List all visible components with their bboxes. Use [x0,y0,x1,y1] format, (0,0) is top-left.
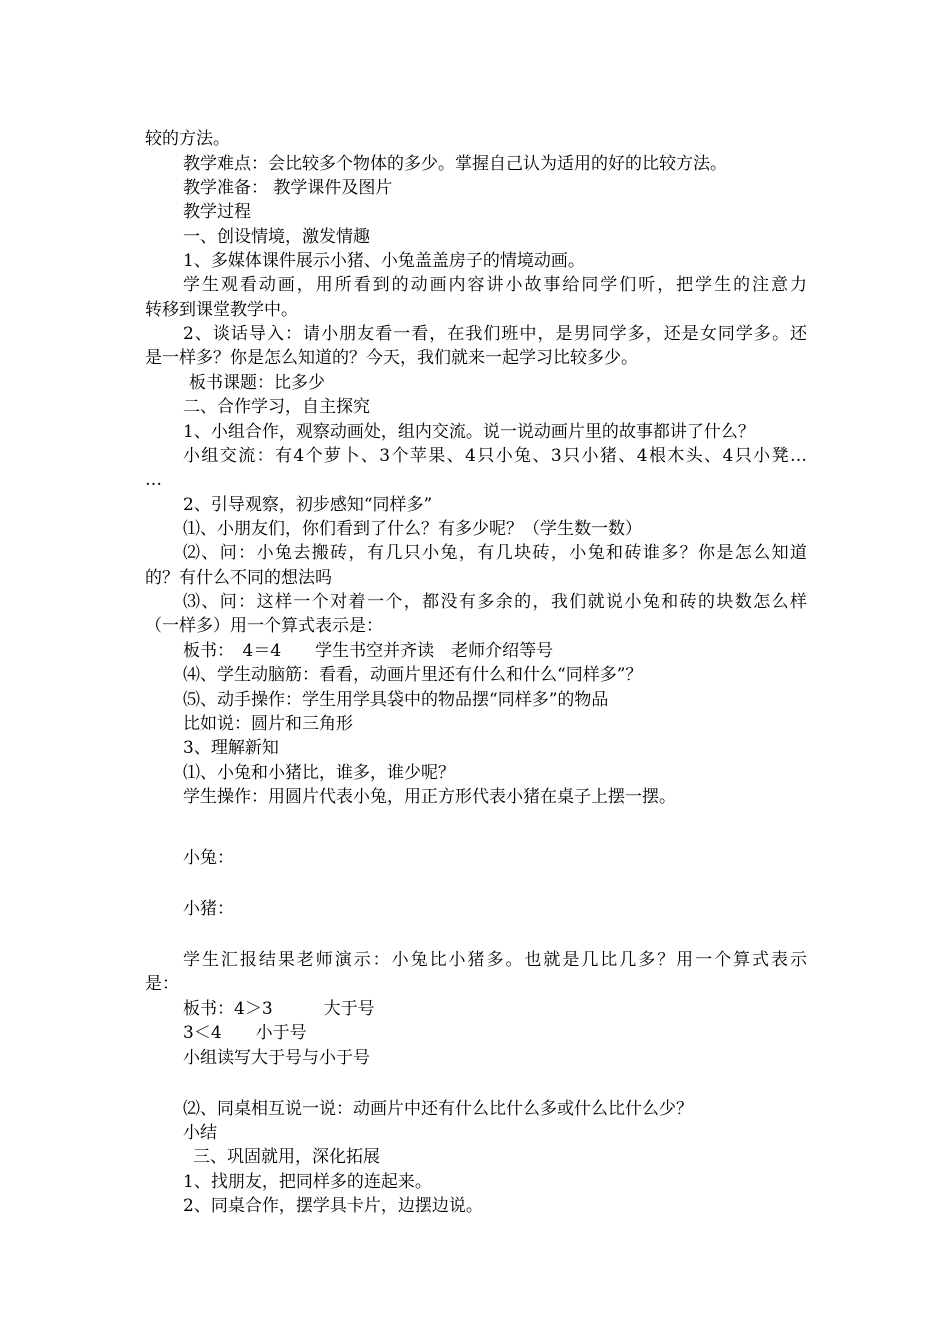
text-line: 是： [145,974,179,994]
text-line: ⑴、小兔和小猪比，谁多，谁少呢？ [183,763,455,783]
text-line: （一样多）用一个算式表示是： [145,616,383,636]
text-line: ⑷、学生动脑筋：看看，动画片里还有什么和什么“同样多”？ [183,665,643,685]
section-heading: 三、巩固就用，深化拓展 [193,1147,380,1167]
text-line: 1、找朋友，把同样多的连起来。 [183,1172,432,1192]
text-line: 学生操作：用圆片代表小兔，用正方形代表小猪在桌子上摆一摆。 [183,787,676,807]
text-line: 小猪： [183,899,234,919]
text-line: ⑶、问：这样一个对着一个，都没有多余的，我们就说小兔和砖的块数怎么样 [183,592,807,612]
section-heading: 教学过程 [183,202,251,222]
text-line: ⑵、同桌相互说一说：动画片中还有什么比什么多或什么比什么少？ [183,1099,693,1119]
text-line: 较的方法。 [145,129,230,149]
text-line: 2、谈话导入：请小朋友看一看，在我们班中，是男同学多，还是女同学多。还 [183,324,807,344]
text-line: 是一样多？你是怎么知道的？今天，我们就来一起学习比较多少。 [145,348,638,368]
text-line: 2、引导观察，初步感知“同样多” [183,495,433,515]
text-line: 学生观看动画，用所看到的动画内容讲小故事给同学们听，把学生的注意力 [183,275,807,295]
text-line: 板书课题：比多少 [189,373,325,393]
text-line: 3＜4 小于号 [183,1023,307,1043]
text-line: ⑸、动手操作：学生用学具袋中的物品摆“同样多”的物品 [183,690,609,710]
text-line: 学生汇报结果老师演示：小兔比小猪多。也就是几比几多？用一个算式表示 [183,950,807,970]
section-heading: 一、创设情境，激发情趣 [183,227,370,247]
section-heading: 二、合作学习，自主探究 [183,397,370,417]
text-line: 教学准备： 教学课件及图片 [183,178,393,198]
text-line: 1、小组合作，观察动画处，组内交流。说一说动画片里的故事都讲了什么？ [183,422,755,442]
text-line: 教学难点：会比较多个物体的多少。掌握自己认为适用的好的比较方法。 [183,154,727,174]
text-line: 小组交流：有4个萝卜、3个苹果、4只小兔、3只小猪、4根木头、4只小凳… [183,446,807,466]
text-line: 的？有什么不同的想法吗 [145,568,332,588]
text-line: … [145,470,162,490]
text-line: 2、同桌合作，摆学具卡片，边摆边说。 [183,1196,483,1216]
text-line: 小兔： [183,848,234,868]
text-line: 小组读写大于号与小于号 [183,1048,370,1068]
text-line: 1、多媒体课件展示小猪、小兔盖盖房子的情境动画。 [183,251,585,271]
text-line: 板书： 4＝4 学生书空并齐读 老师介绍等号 [183,641,554,661]
text-line: 转移到课堂教学中。 [145,300,298,320]
text-line: 3、理解新知 [183,738,279,758]
text-line: 小结 [183,1123,217,1143]
text-line: ⑴、小朋友们，你们看到了什么？有多少呢？（学生数一数） [183,519,642,539]
text-line: 比如说：圆片和三角形 [183,714,353,734]
text-line: 板书：4＞3 大于号 [183,999,375,1019]
text-line: ⑵、问：小兔去搬砖，有几只小兔，有几块砖，小兔和砖谁多？你是怎么知道 [183,543,807,563]
